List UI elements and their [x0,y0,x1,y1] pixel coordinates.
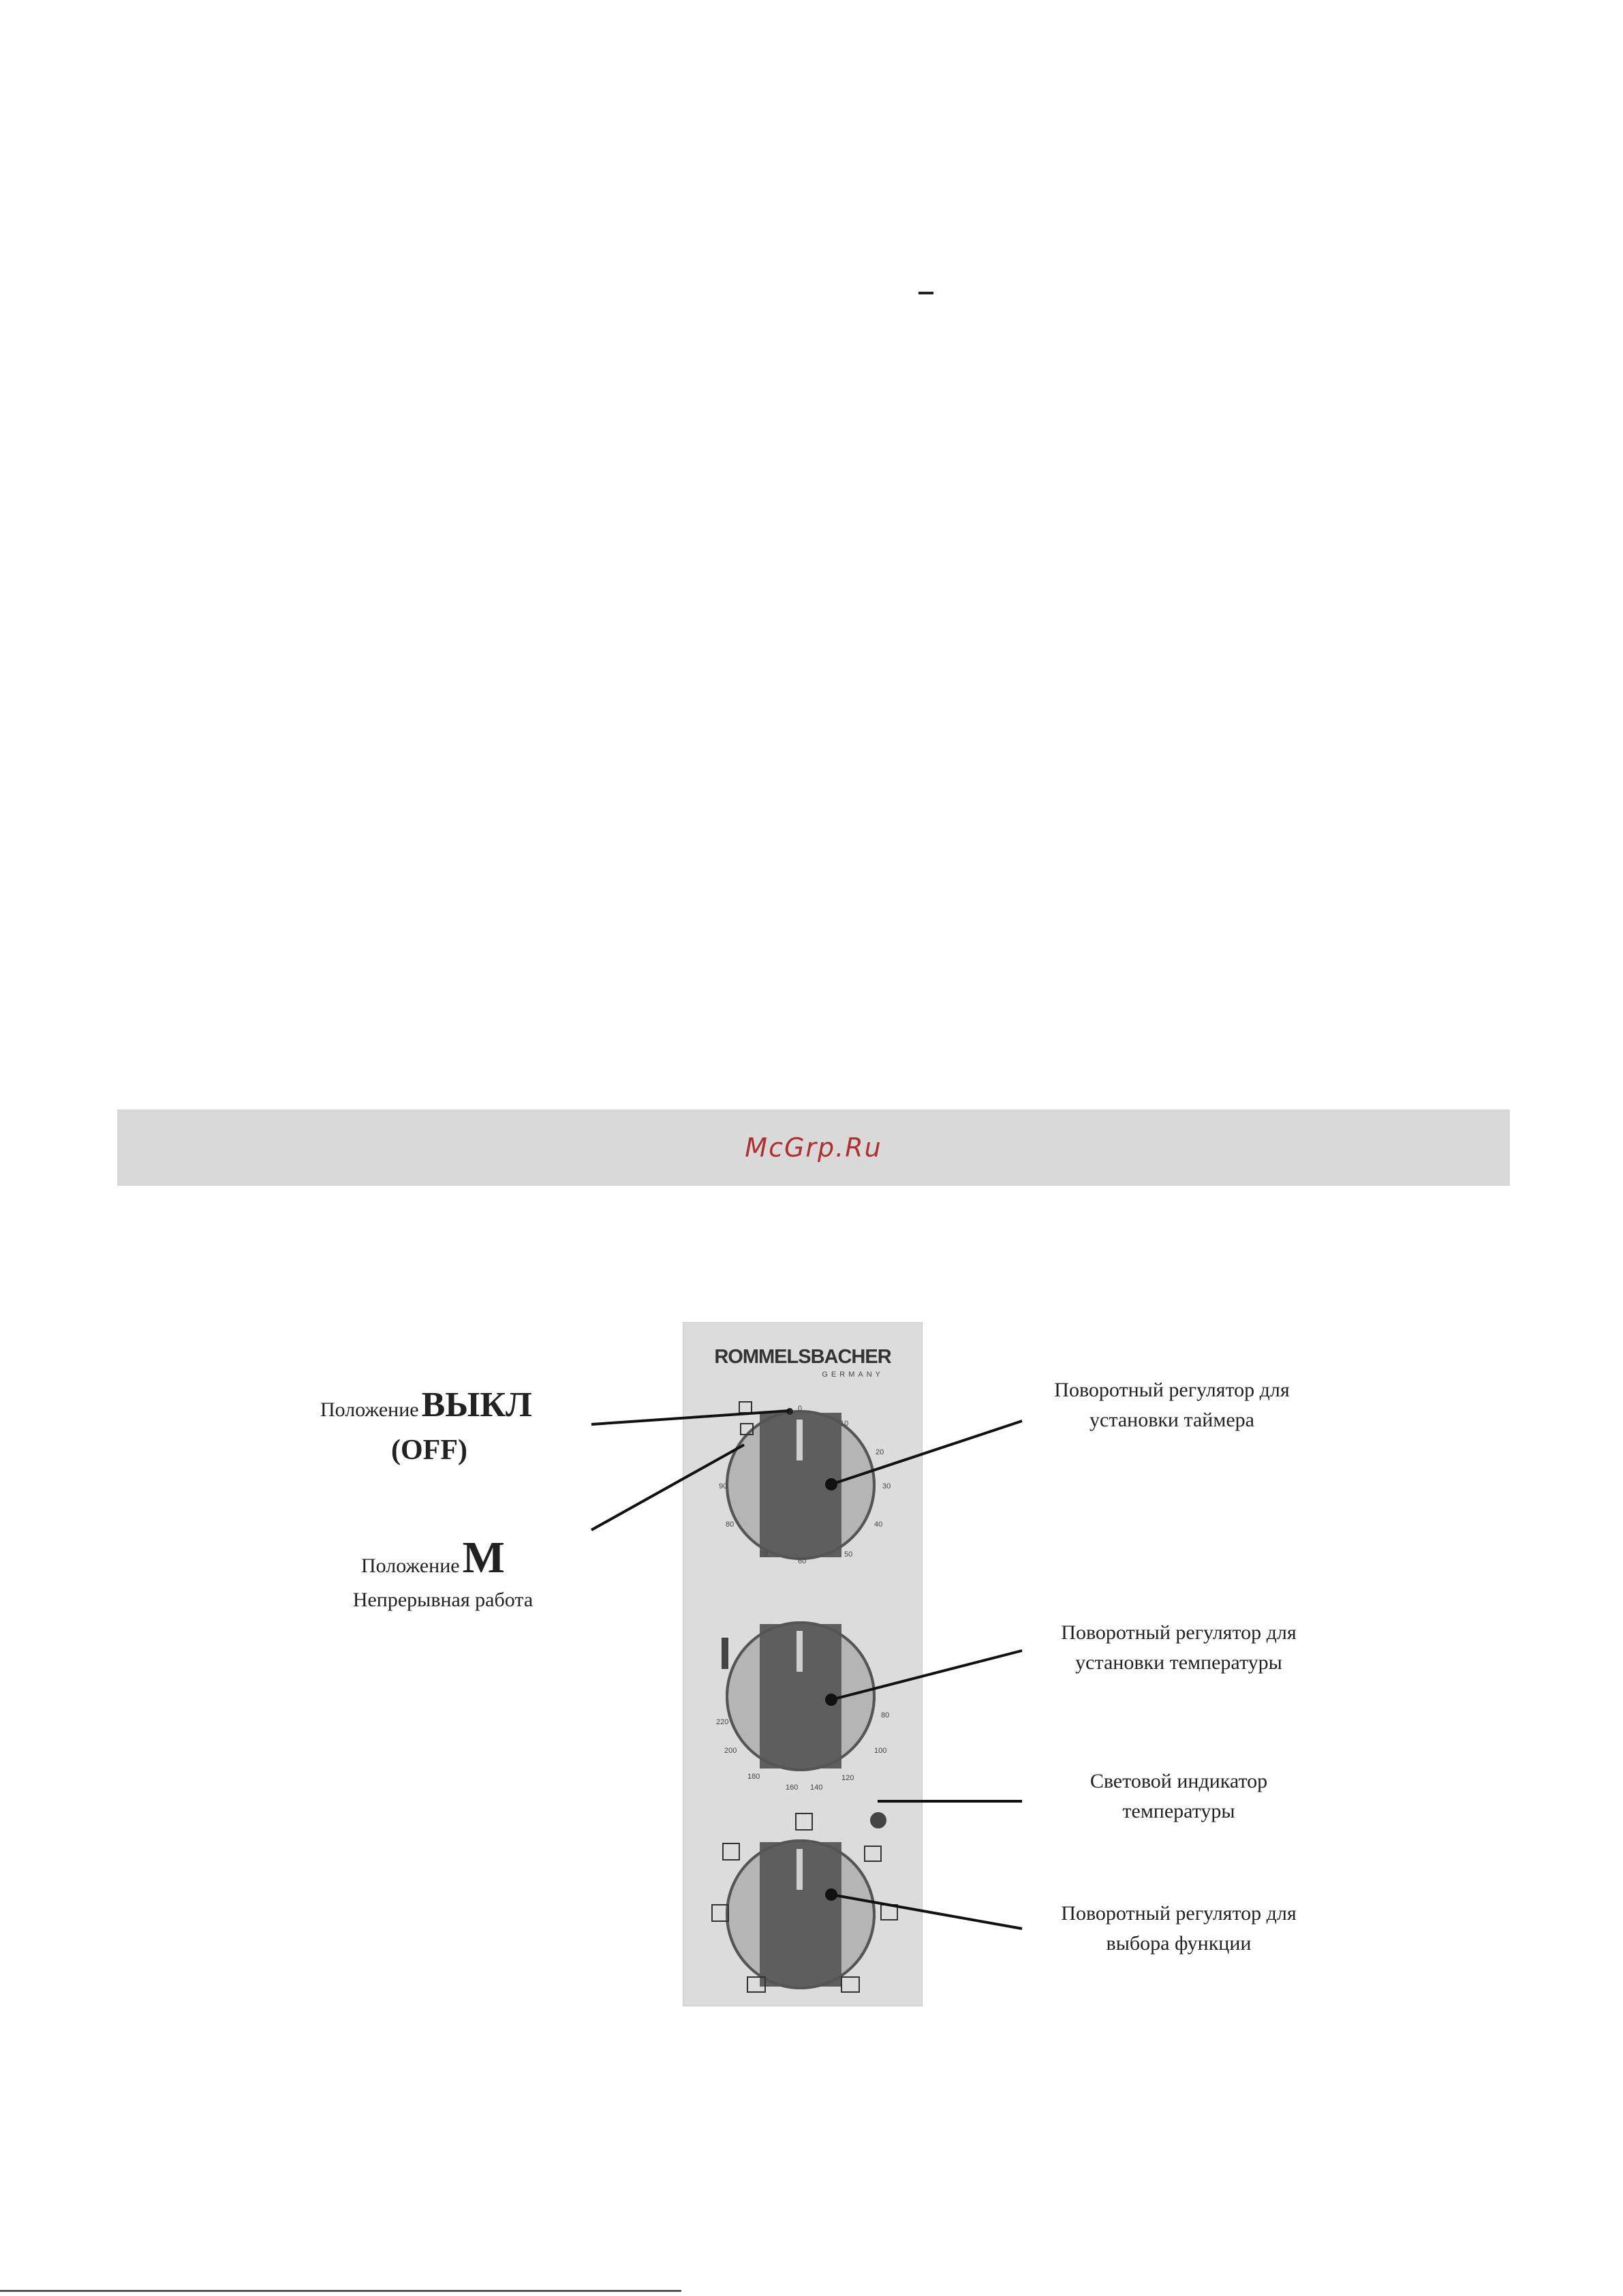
function-knob-label [1042,1899,1315,1959]
bottom-rule [0,2290,681,2292]
timer-tick-label: 50 [844,1550,853,1559]
timer-label-line1: Поворотный регулятор для [1054,1379,1290,1401]
light-label-line1: Световой индикатор [1089,1770,1268,1792]
brand-sub: GERMANY [822,1371,884,1379]
func-label-line2: выбора функции [1106,1932,1252,1955]
temp-tick-label: 180 [747,1773,760,1781]
temp-tick-label: 220 [716,1718,729,1726]
m-sub-label: Непрерывная работа [352,1589,534,1611]
timer-tick-label: 20 [876,1448,884,1456]
brand-logo: ROMMELSBACHER [714,1346,891,1368]
timer-label-line2: установки таймера [1089,1409,1254,1431]
light-label-line2: температуры [1122,1800,1235,1822]
timer-tick-label: 10 [840,1420,849,1428]
temp-tick-label: 200 [724,1747,737,1755]
temp-tick-label: 80 [881,1711,890,1719]
off-position-label [320,1386,545,1428]
timer-tick-label: 30 [882,1482,891,1490]
timer-tick-label: 90 [719,1482,728,1490]
temp-tick-label: 140 [810,1784,823,1792]
timer-knob-label [1036,1375,1308,1435]
temperature-knob-label [1042,1618,1315,1678]
temp-tick-label: 120 [841,1774,854,1782]
func-label-line1: Поворотный регулятор для [1061,1902,1297,1925]
m-big: M [462,1533,505,1582]
off-big: ВЫКЛ [421,1386,532,1424]
timer-tick-label: 0 [798,1405,803,1413]
off-sub-label: (OFF) [391,1435,467,1466]
temp-label-line2: установки температуры [1075,1651,1282,1674]
timer-tick-label: 40 [874,1520,883,1529]
watermark-text[interactable]: McGrp.Ru [745,1133,882,1163]
off-prefix: Положение [320,1398,419,1421]
temp-label-line1: Поворотный регулятор для [1061,1621,1297,1644]
temp-tick-label: 100 [874,1747,887,1755]
m-position-label [361,1533,552,1585]
indicator-light-label [1042,1766,1315,1826]
temp-tick-label: 160 [786,1784,799,1792]
timer-tick-label: 60 [798,1557,807,1565]
timer-tick-label: 80 [726,1520,735,1529]
m-prefix: Положение [361,1555,460,1577]
timer-tick-label: 70 [760,1550,769,1559]
